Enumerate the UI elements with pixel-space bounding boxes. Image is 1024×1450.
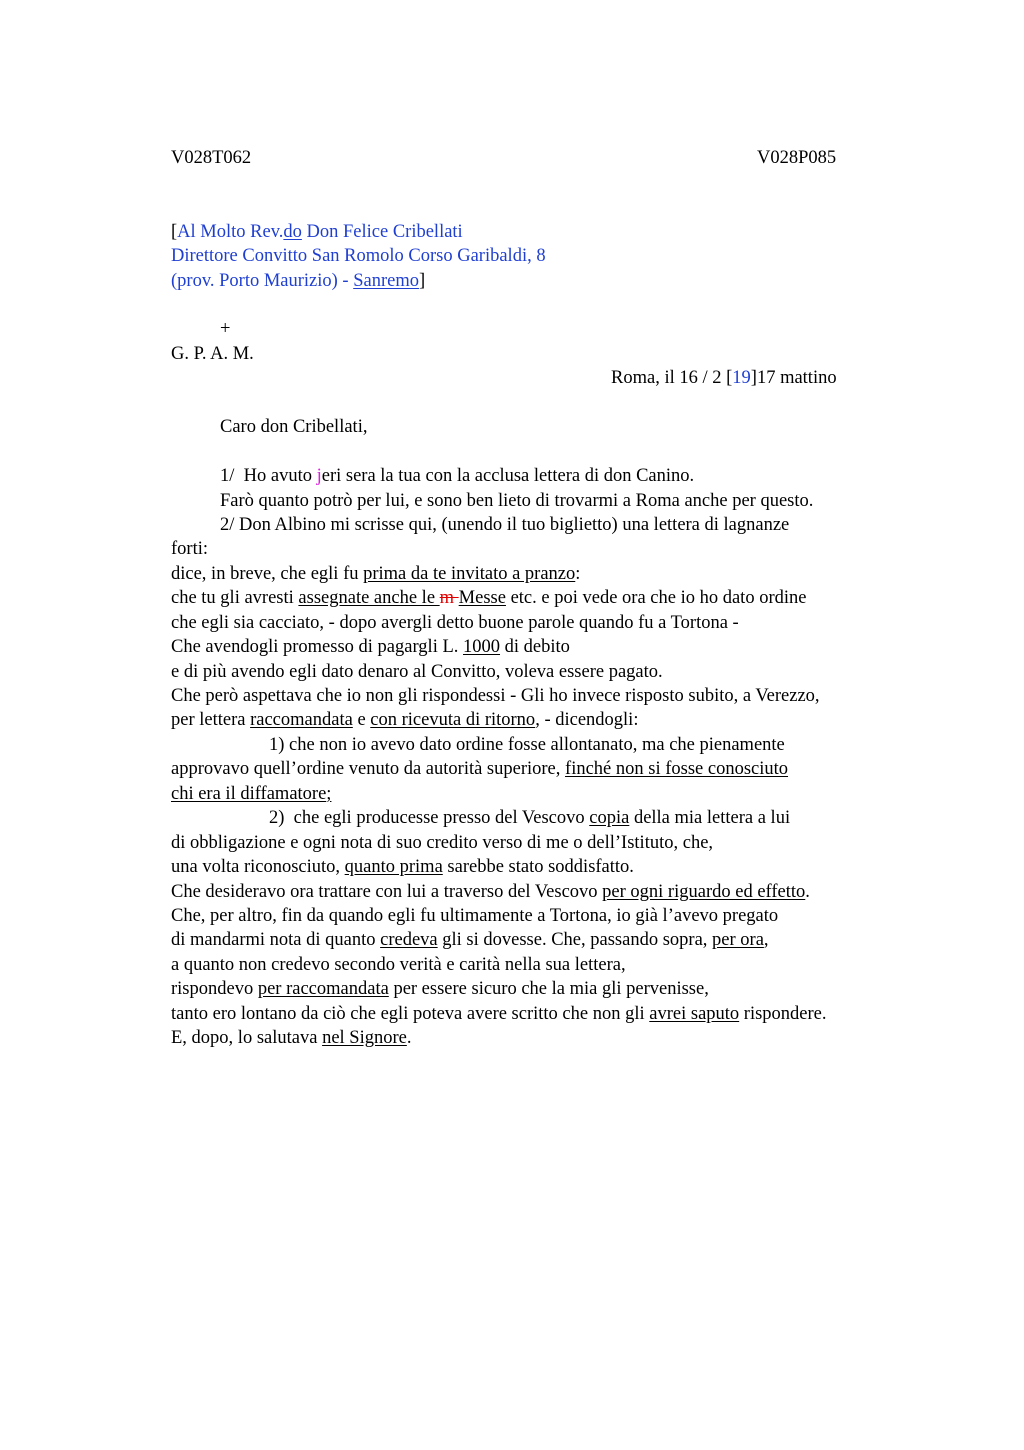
- body-text: e: [352, 710, 371, 730]
- body-line: [269, 806, 790, 830]
- body-line: [171, 1002, 827, 1026]
- body-line: 2/ Don Albino mi scrisse qui, (unendo il tuo biglietto) una lettera di lagnanze: [220, 515, 790, 535]
- address-open-bracket: [: [171, 222, 178, 242]
- body-text: rispondevo: [171, 979, 258, 999]
- body-line: [171, 562, 580, 586]
- address-province: (prov. Porto Maurizio) -: [171, 271, 354, 291]
- body-underlined: nel Signore: [322, 1028, 407, 1048]
- invocation: G. P. A. M.: [171, 344, 254, 364]
- body-underlined: 1000: [463, 637, 501, 657]
- right-document-code: V028P085: [757, 148, 837, 168]
- body-text: 1/ Ho avuto: [220, 466, 317, 486]
- body-text: E, dopo, lo salutava: [171, 1028, 323, 1048]
- body-line: e di più avendo egli dato denaro al Convitto, voleva essere pagato.: [171, 662, 663, 682]
- body-text: per lettera: [171, 710, 251, 730]
- body-underlined: assegnate anche le: [298, 588, 440, 608]
- body-line: [171, 1026, 411, 1050]
- body-line: [171, 635, 570, 659]
- address-recipient-name: Don Felice Cribellati: [301, 222, 463, 242]
- body-underlined: per ogni riguardo ed effetto: [602, 882, 806, 902]
- body-text: di mandarmi nota di quanto: [171, 930, 381, 950]
- body-underlined: per ora: [712, 930, 764, 950]
- body-text: rispondere.: [739, 1004, 827, 1024]
- dateline: [611, 366, 837, 390]
- address-recipient-title: Al Molto Rev.: [177, 222, 284, 242]
- body-deleted: m: [439, 588, 459, 608]
- body-text: :: [575, 564, 581, 584]
- body-text: dice, in breve, che egli fu: [171, 564, 364, 584]
- body-underlined: Messe: [458, 588, 506, 608]
- body-text: gli si dovesse. Che, passando sopra,: [437, 930, 713, 950]
- body-line: Farò quanto potrò per lui, e sono ben lieto di trovarmi a Roma anche per questo.: [220, 491, 814, 511]
- body-text: ,: [763, 930, 769, 950]
- body-line: [220, 464, 694, 488]
- body-underlined: ;: [326, 784, 332, 804]
- body-correction: j: [316, 466, 322, 486]
- body-line: Che però aspettava che io non gli rispondessi - Gli ho invece risposto subito, a Verezzo,: [171, 686, 820, 706]
- body-underlined: per raccomandata: [257, 979, 389, 999]
- body-underlined: credeva: [380, 930, 438, 950]
- salutation: Caro don Cribellati,: [220, 417, 368, 437]
- body-text: .: [805, 882, 810, 902]
- body-underlined: con ricevuta di ritorno: [370, 710, 536, 730]
- body-underlined: avrei saputo: [649, 1004, 740, 1024]
- address-line-3: [171, 269, 425, 293]
- body-line: [171, 928, 769, 952]
- cross-mark: +: [220, 319, 231, 339]
- body-line: 1) che non io avevo dato ordine fosse allontanato, ma che pienamente: [269, 735, 785, 755]
- body-text: approvavo quell’ordine venuto da autorità superiore,: [171, 759, 566, 779]
- body-text: per essere sicuro che la mia gli pervenisse,: [388, 979, 709, 999]
- body-line: [171, 782, 331, 806]
- body-underlined: chi era il diffamatore: [171, 784, 327, 804]
- body-text: una volta riconosciuto,: [171, 857, 345, 877]
- body-text: che tu gli avresti: [171, 588, 299, 608]
- body-text: .: [406, 1028, 412, 1048]
- body-underlined: copia: [589, 808, 630, 828]
- body-text: Che desideravo ora trattare con lui a traverso del Vescovo: [171, 882, 603, 902]
- dateline-year-prefix: 19: [732, 368, 751, 388]
- body-line: [171, 708, 638, 732]
- body-line: [171, 977, 709, 1001]
- address-line-1: [171, 220, 463, 244]
- address-title-suffix: do: [283, 222, 302, 242]
- body-underlined: raccomandata: [250, 710, 353, 730]
- address-line-2: Direttore Convitto San Romolo Corso Garibaldi, 8: [171, 246, 546, 266]
- body-line: forti:: [171, 539, 208, 559]
- body-line: di obbligazione e ogni nota di suo credito verso di me o dell’Istituto, che,: [171, 833, 714, 853]
- body-line: [171, 586, 806, 610]
- body-line: a quanto non credevo secondo verità e carità nella sua lettera,: [171, 955, 626, 975]
- body-text: Che avendogli promesso di pagargli L.: [171, 637, 464, 657]
- body-text: eri sera la tua con la acclusa lettera di don Canino.: [321, 466, 695, 486]
- address-close-bracket: ]: [418, 271, 426, 291]
- body-text: sarebbe stato soddisfatto.: [442, 857, 634, 877]
- body-underlined: prima da te invitato a pranzo: [363, 564, 576, 584]
- body-line: Che, per altro, fin da quando egli fu ultimamente a Tortona, io già l’avevo pregato: [171, 906, 779, 926]
- body-text: , - dicendogli:: [535, 710, 639, 730]
- body-line: [171, 757, 788, 781]
- body-underlined: quanto prima: [344, 857, 443, 877]
- address-city: Sanremo: [353, 271, 419, 291]
- dateline-time: ]17 mattino: [750, 368, 837, 388]
- body-text: della mia lettera a lui: [629, 808, 791, 828]
- body-underlined: finché non si fosse conosciuto: [565, 759, 789, 779]
- body-text: etc. e poi vede ora che io ho dato ordine: [505, 588, 807, 608]
- body-text: di debito: [500, 637, 570, 657]
- body-text: 2) che egli producesse presso del Vescovo: [269, 808, 590, 828]
- body-line: [171, 855, 634, 879]
- body-text: tanto ero lontano da ciò che egli poteva avere scritto che non gli: [171, 1004, 650, 1024]
- body-line: che egli sia cacciato, - dopo avergli detto buone parole quando fu a Tortona -: [171, 613, 739, 633]
- left-document-code: V028T062: [171, 148, 252, 168]
- body-line: [171, 880, 810, 904]
- dateline-place-date: Roma, il 16 / 2 [: [611, 368, 733, 388]
